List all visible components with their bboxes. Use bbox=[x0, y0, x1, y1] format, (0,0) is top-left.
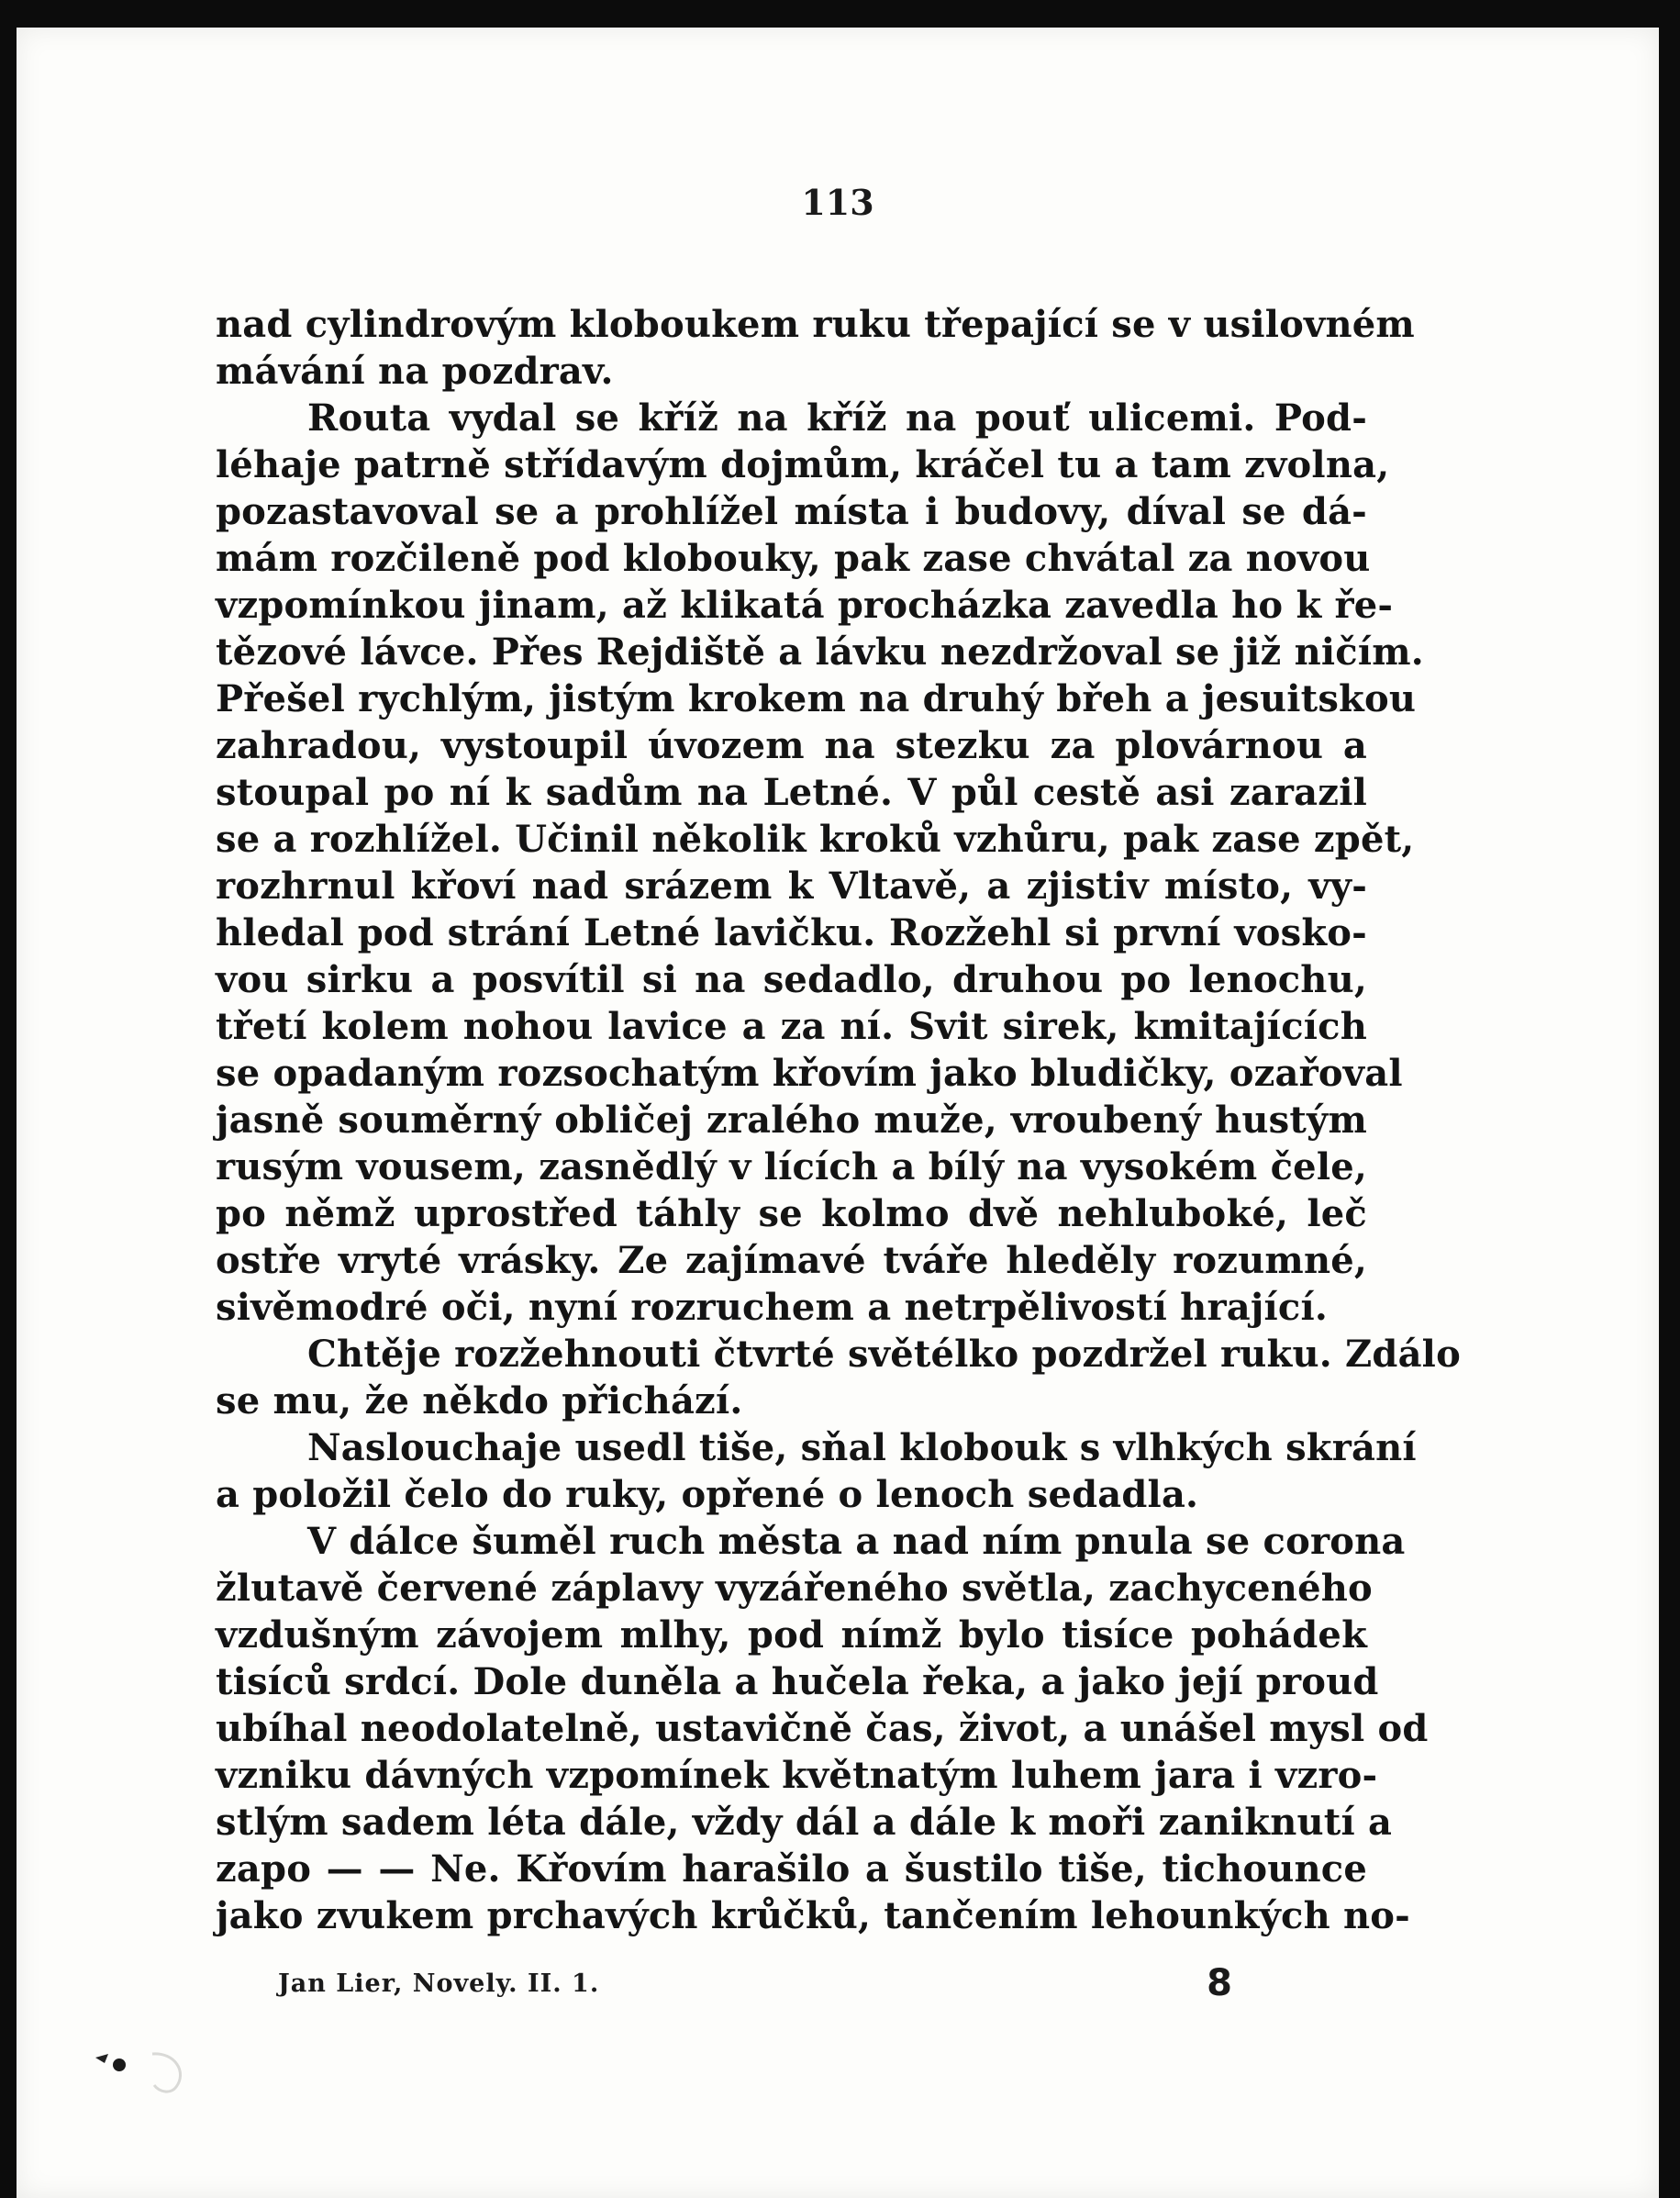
text-line: mám rozčileně pod klobouky, pak zase chvátal za novou bbox=[216, 537, 1371, 580]
text-line: stoupal po ní k sadům na Letné. V půl cestě asi zarazil bbox=[216, 771, 1367, 814]
book-page bbox=[17, 28, 1659, 2198]
text-line: Routa vydal se kříž na kříž na pouť ulicemi. Pod- bbox=[307, 396, 1367, 440]
text-line: mávání na pozdrav. bbox=[216, 350, 614, 393]
ink-smudge-icon bbox=[88, 2026, 198, 2100]
text-line: nad cylindrovým kloboukem ruku třepající se v usilovném bbox=[216, 303, 1415, 346]
text-line: zahradou, vystoupil úvozem na stezku za plovárnou a bbox=[216, 724, 1367, 767]
text-line: hledal pod strání Letné lavičku. Rozžehl si první vosko- bbox=[216, 911, 1367, 954]
text-line: ostře vryté vrásky. Ze zajímavé tváře hleděly rozumné, bbox=[216, 1239, 1367, 1282]
text-line: V dálce šuměl ruch města a nad ním pnula se corona bbox=[307, 1520, 1406, 1563]
text-line: žlutavě červené záplavy vyzářeného světla, zachyceného bbox=[216, 1567, 1373, 1610]
signature-mark: Jan Lier, Novely. II. 1. bbox=[278, 1969, 600, 1998]
text-line: Naslouchaje usedl tiše, sňal klobouk s vlhkých skrání bbox=[307, 1426, 1417, 1469]
text-line: vzpomínkou jinam, až klikatá procházka zavedla ho k ře- bbox=[216, 584, 1394, 627]
text-line: léhaje patrně střídavým dojmům, kráčel tu a tam zvolna, bbox=[216, 443, 1390, 486]
text-line: ubíhal neodolatelně, ustavičně čas, život, a unášel mysl od bbox=[216, 1707, 1429, 1750]
text-line: stlým sadem léta dále, vždy dál a dále k moři zaniknutí a bbox=[216, 1801, 1393, 1844]
text-line: sivěmodré oči, nyní rozruchem a netrpělivostí hrající. bbox=[216, 1286, 1328, 1329]
text-line: zapo — — Ne. Křovím harašilo a šustilo tiše, tichounce bbox=[216, 1847, 1367, 1891]
text-line: tězové lávce. Přes Rejdiště a lávku nezdržoval se již ničím. bbox=[216, 630, 1424, 674]
text-line: rozhrnul křoví nad srázem k Vltavě, a zjistiv místo, vy- bbox=[216, 865, 1367, 908]
text-line: jako zvukem prchavých krůčků, tančením lehounkých no- bbox=[216, 1894, 1410, 1937]
text-line: se mu, že někdo přichází. bbox=[216, 1379, 743, 1423]
text-line: Přešel rychlým, jistým krokem na druhý břeh a jesuitskou bbox=[216, 677, 1417, 720]
sheet-number: 8 bbox=[1207, 1962, 1232, 2004]
text-line: vzdušným závojem mlhy, pod nímž bylo tisíce pohádek bbox=[216, 1613, 1367, 1657]
page-number: 113 bbox=[801, 182, 874, 223]
body-text bbox=[216, 301, 1461, 1939]
text-line: vzniku dávných vzpomínek květnatým luhem jara i vzro- bbox=[216, 1754, 1378, 1797]
text-line: pozastavoval se a prohlížel místa i budovy, díval se dá- bbox=[216, 490, 1367, 533]
text-line: Chtěje rozžehnouti čtvrté světélko pozdržel ruku. Zdálo bbox=[307, 1333, 1461, 1376]
text-line: jasně souměrný obličej zralého muže, vroubený hustým bbox=[216, 1099, 1367, 1142]
text-line: rusým vousem, zasnědlý v lících a bílý na vysokém čele, bbox=[216, 1145, 1367, 1188]
text-line: po němž uprostřed táhly se kolmo dvě nehluboké, leč bbox=[216, 1192, 1367, 1235]
text-line: se a rozhlížel. Učinil několik kroků vzhůru, pak zase zpět, bbox=[216, 818, 1415, 861]
text-line: třetí kolem nohou lavice a za ní. Svit sirek, kmitajících bbox=[216, 1005, 1367, 1048]
text-line: a položil čelo do ruky, opřené o lenoch sedadla. bbox=[216, 1473, 1199, 1516]
text-line: tisíců srdcí. Dole duněla a hučela řeka, a jako její proud bbox=[216, 1660, 1379, 1703]
text-line: se opadaným rozsochatým křovím jako bludičky, ozařoval bbox=[216, 1052, 1403, 1095]
page-footer bbox=[278, 1962, 1232, 2008]
text-line: vou sirku a posvítil si na sedadlo, druhou po lenochu, bbox=[216, 958, 1367, 1001]
